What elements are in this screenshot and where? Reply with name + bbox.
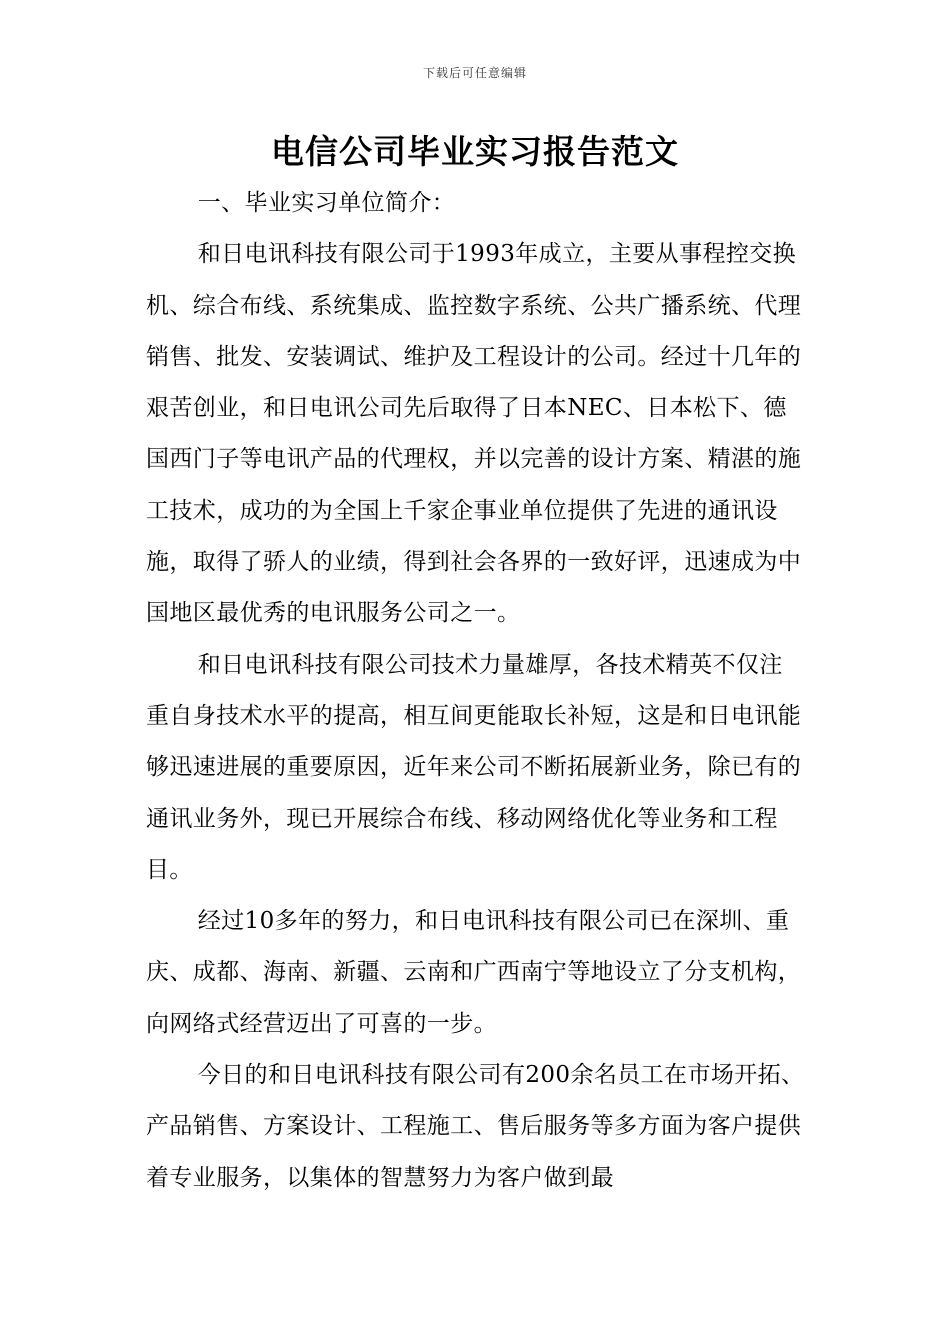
paragraph-company-intro: 和日电讯科技有限公司于1993年成立，主要从事程控交换机、综合布线、系统集成、监控数字系统、公共广播系统、代理销售、批发、安装调试、维护及工程设计的公司。经过十几年的艰苦创业，和日电讯公司先后取得了日本NEC、日本松下、德国西门子等电讯产品的代理权，并以完善的设计方案、精湛的施工技术，成功的为全国上千家企事业单位提供了先进的通讯设施，取得了骄人的业绩，得到社会各界的一致好评，迅速成为中国地区最优秀的电讯服务公司之一。	[146, 241, 802, 627]
paragraph-staff-services: 今日的和日电讯科技有限公司有200余名员工在市场开拓、产品销售、方案设计、工程施工、售后服务等多方面为客户提供着专业服务，以集体的智慧努力为客户做到最	[146, 1062, 805, 1191]
document-title: 电信公司毕业实习报告范文	[271, 132, 679, 171]
document-body	[146, 178, 806, 1204]
section-heading: 一、毕业实习单位简介：	[197, 190, 456, 216]
paragraph-technical-strength: 和日电讯科技有限公司技术力量雄厚，各技术精英不仅注重自身技术水平的提高，相互间更能取长补短，这是和日电讯能够迅速进展的重要原因，近年来公司不断拓展新业务，除已有的通讯业务外，现已开展综合布线、移动网络优化等业务和工程目。	[146, 651, 802, 883]
paragraph-branches: 经过10多年的努力，和日电讯科技有限公司已在深圳、重庆、成都、海南、新疆、云南和广西南宁等地设立了分支机构，向网络式经营迈出了可喜的一步。	[146, 908, 802, 1037]
header-note: 下载后可任意编辑	[422, 66, 527, 80]
